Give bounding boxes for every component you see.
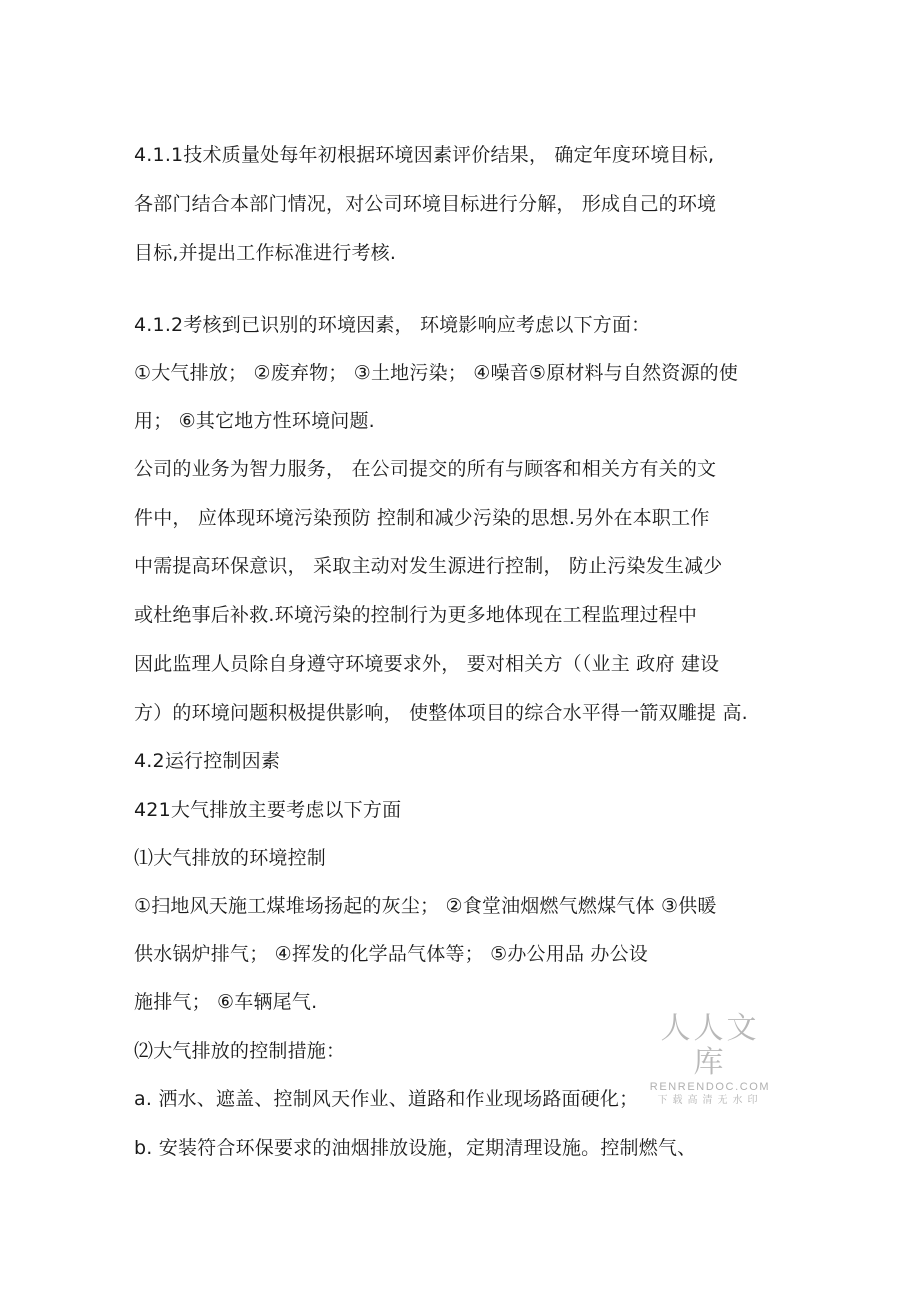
- text-line: 或杜绝事后补救.环境污染的控制行为更多地体现在工程监理过程中: [134, 604, 698, 626]
- watermark-title: 人人文库: [660, 1011, 760, 1080]
- text-line: 公司的业务为智力服务， 在公司提交的所有与顾客和相关方有关的文: [134, 458, 717, 480]
- section-heading: 4.1.2考核到已识别的环境因素， 环境影响应考虑以下方面：: [134, 314, 651, 336]
- subsection-heading: 421大气排放主要考虑以下方面: [134, 799, 402, 821]
- list-item: b. 安装符合环保要求的油烟排放设施，定期清理设施。控制燃气、: [134, 1137, 697, 1159]
- list-heading: ⑵大气排放的控制措施：: [134, 1040, 346, 1062]
- text-line: 件中， 应体现环境污染预防 控制和减少污染的思想.另外在本职工作: [134, 507, 710, 529]
- text-line: 供水锅炉排气； ④挥发的化学品气体等； ⑤办公用品 办公设: [134, 943, 648, 965]
- text-line: 中需提高环保意识， 采取主动对发生源进行控制， 防止污染发生减少: [134, 555, 723, 577]
- text-line: 方）的环境问题积极提供影响， 使整体项目的综合水平得一箭双雕提 高.: [134, 702, 748, 724]
- text-line: 因此监理人员除自身遵守环境要求外， 要对相关方（（业主 政府 建设: [134, 653, 720, 675]
- text-line: ①扫地风天施工煤堆场扬起的灰尘； ②食堂油烟燃气燃煤气体 ③供暖: [134, 895, 717, 917]
- watermark-slogan: 下载高清无水印: [657, 1095, 763, 1106]
- text-line: 用； ⑥其它地方性环境问题.: [134, 410, 375, 432]
- section-heading: 4.2运行控制因素: [134, 750, 281, 772]
- watermark-domain: RENRENDOC.COM: [649, 1081, 771, 1093]
- list-item: a. 洒水、遮盖、控制风天作业、道路和作业现场路面硬化；: [134, 1088, 639, 1110]
- text-line: 施排气； ⑥车辆尾气.: [134, 991, 318, 1013]
- list-heading: ⑴大气排放的环境控制: [134, 847, 327, 869]
- text-line: 4.1.1技术质量处每年初根据环境因素评价结果， 确定年度环境目标,: [134, 144, 715, 166]
- text-line: 各部门结合本部门情况，对公司环境目标进行分解， 形成自己的环境: [134, 193, 717, 215]
- watermark-logo: [645, 1012, 775, 1108]
- text-line: ①大气排放； ②废弃物； ③土地污染； ④噪音⑤原材料与自然资源的使: [134, 362, 739, 384]
- text-line: 目标,并提出工作标准进行考核.: [134, 242, 397, 264]
